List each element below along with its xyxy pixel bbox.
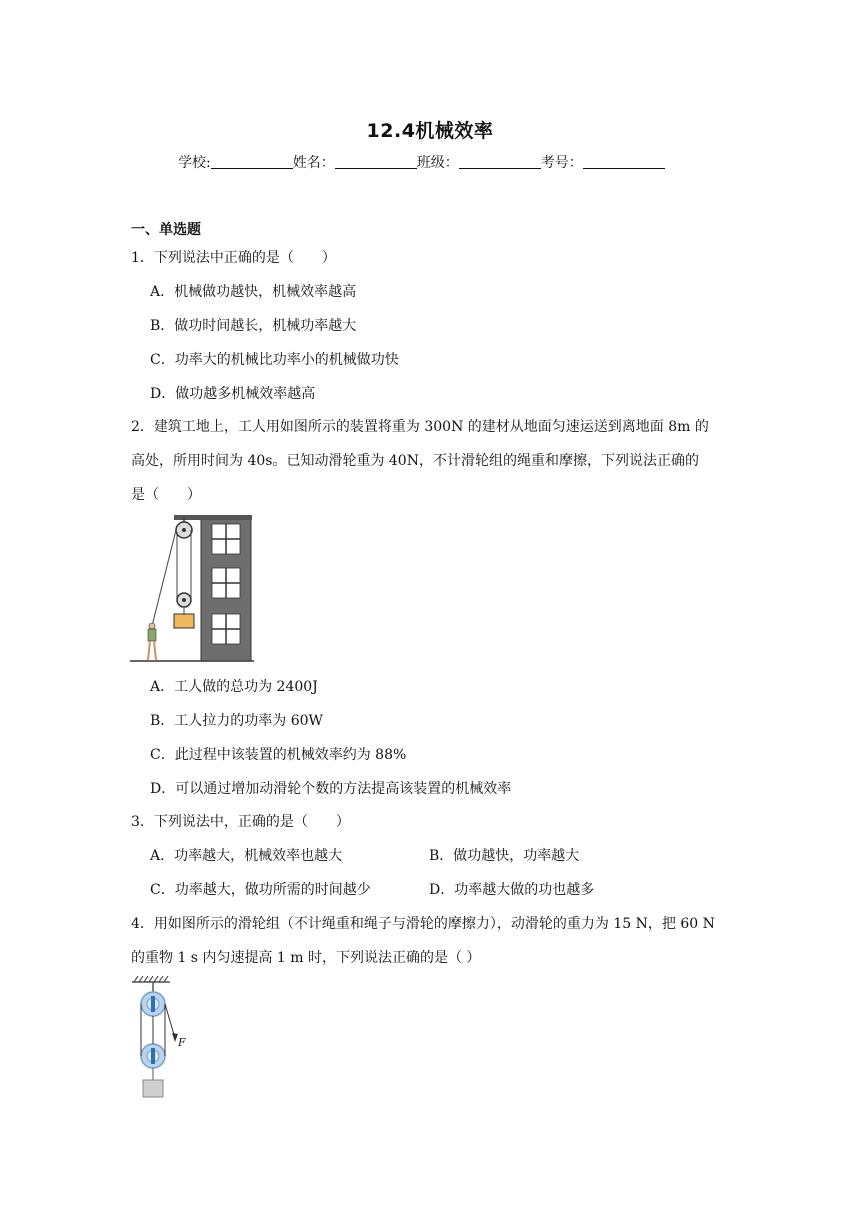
question-3-option-c[interactable]: C．功率越大，做功所需的时间越少 [150,882,371,898]
question-2-option-b[interactable]: B．工人拉力的功率为 60W [150,713,323,729]
question-2-stem-line-1: 2．建筑工地上，工人用如图所示的装置将重为 300N 的建材从地面匀速运送到离地面 8m 的 [131,419,709,435]
building-pulley-figure [128,512,256,664]
section-heading: 一、单选题 [131,222,201,238]
exam-number-label: 考号： [540,155,583,171]
question-4-stem-line-1: 4．用如图所示的滑轮组（不计绳重和绳子与滑轮的摩擦力），动滑轮的重力为 15 N，把 60 N [131,916,715,932]
question-2-option-d[interactable]: D．可以通过增加动滑轮个数的方法提高该装置的机械效率 [150,781,512,797]
page-title: 12.4机械效率 [366,120,494,142]
name-blank[interactable] [335,154,417,169]
question-3-option-d[interactable]: D．功率越大做的功也越多 [429,882,595,898]
pulley-system-figure [126,976,198,1104]
question-2-stem-line-3: 是（ ） [131,487,201,503]
class-blank[interactable] [459,154,541,169]
question-1-option-c[interactable]: C．功率大的机械比功率小的机械做功快 [150,352,399,368]
question-1-option-d[interactable]: D．做功越多机械效率越高 [150,386,316,402]
question-2-option-c[interactable]: C．此过程中该装置的机械效率约为 88% [150,747,407,763]
force-label: F [178,1036,186,1049]
school-blank[interactable] [211,154,293,169]
question-4-stem-line-2: 的重物 1 s 内匀速提高 1 m 时，下列说法正确的是（ ） [131,950,481,966]
question-1-stem: 1．下列说法中正确的是（ ） [131,250,336,266]
question-2-stem-line-2: 高处，所用时间为 40s。已知动滑轮重为 40N，不计滑轮组的绳重和摩擦，下列说法正确的 [131,453,699,469]
exam-number-blank[interactable] [583,154,665,169]
name-label: 姓名： [292,155,335,171]
question-3-option-b[interactable]: B．做功越快，功率越大 [429,848,580,864]
question-2-option-a[interactable]: A．工人做的总功为 2400J [150,679,318,695]
class-label: 班级： [416,155,459,171]
school-label: 学校: [178,155,211,171]
question-1-option-a[interactable]: A．机械做功越快，机械效率越高 [150,284,357,300]
question-3-stem: 3．下列说法中，正确的是（ ） [131,814,350,830]
question-1-option-b[interactable]: B．做功时间越长，机械功率越大 [150,318,357,334]
student-info-line [178,152,665,172]
question-3-option-a[interactable]: A．功率越大，机械效率也越大 [150,848,343,864]
